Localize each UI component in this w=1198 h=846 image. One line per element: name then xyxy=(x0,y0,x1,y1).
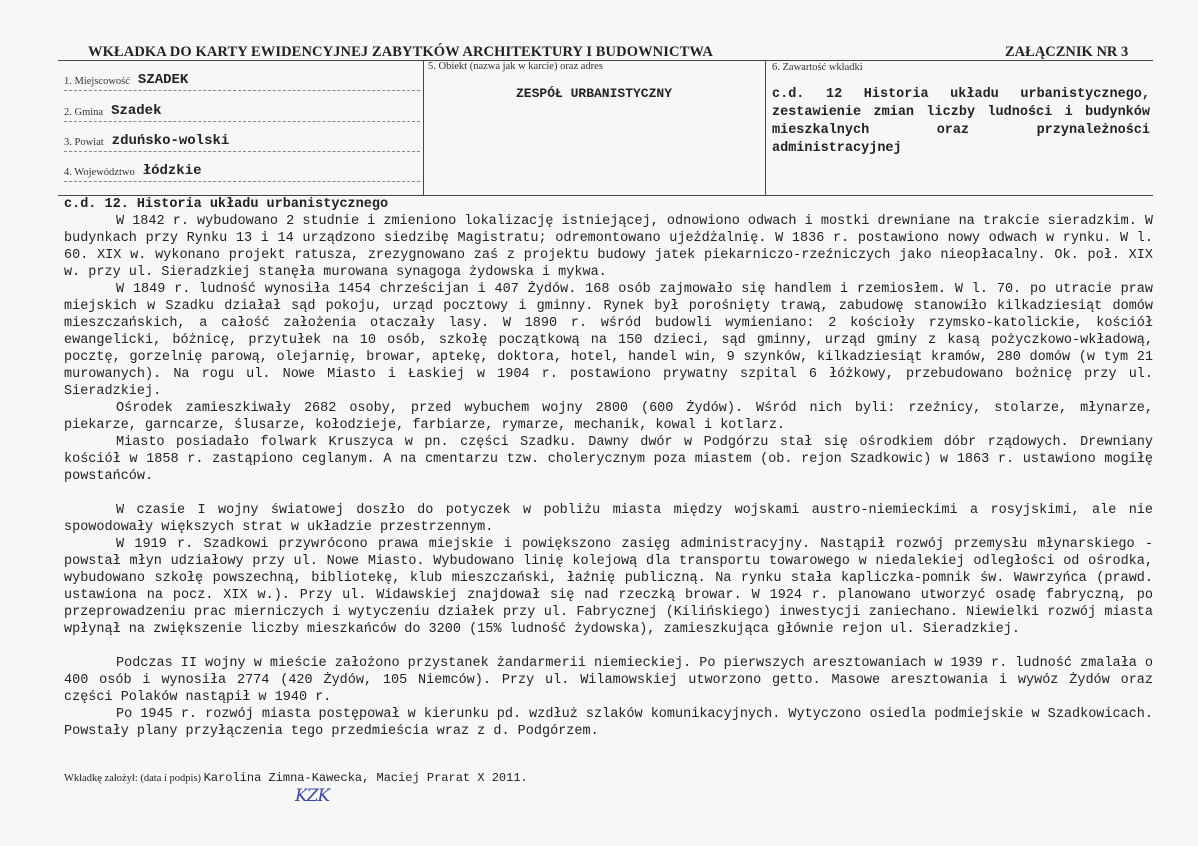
paragraph: W 1919 r. Szadkowi przywrócono prawa miejskie i powiększono zasięg administracyjny. Nastąpił rozwój przemysłu młynarskiego - powstał młyn udziałowy przy ul. Nowe Miasto. Wybudowano linię kolejową dla transportu towarowego w niedalekiej odległości od ośrodka, wybudowano szkołę powszechną, bibliotekę, klub mieszczański, łaźnię publiczną. Na rynku stała kapliczka-pomnik św. Wawrzyńca (prawd. ustawiona na pocz. XIX w.). Przy ul. Widawskiej znajdował się nad rzeczką browar. W 1924 r. planowano utworzyć osadę fabryczną, po przeprowadzeniu prac mierniczych i wytyczeniu działek przy ul. Fabrycznej (Kilińskiego) inwestycji zaniechano. Niewielki rozwój miasta wpłynął na zwiększenie liczby mieszkańców do 3200 (15% ludność żydowska), zamieszkująca głównie rejon ul. Sieradzkiej. xyxy=(64,537,1153,637)
field-county-value: zduńsko-wolski xyxy=(111,133,230,149)
field-voivodeship-label: 4. Województwo xyxy=(64,167,135,178)
section-heading: c.d. 12. Historia układu urbanistycznego xyxy=(64,197,389,212)
author-value: Karolina Zimna-Kawecka, Maciej Prarat X 2011. xyxy=(203,771,528,785)
document-title: WKŁADKA DO KARTY EWIDENCYJNEJ ZABYTKÓW ARCHITEKTURY I BUDOWNICTWA xyxy=(88,44,713,60)
column-divider-right xyxy=(765,61,766,195)
author-label: Wkładkę założył: (data i podpis) xyxy=(64,773,202,784)
top-rule-divider xyxy=(58,60,1153,61)
field-county xyxy=(64,129,420,152)
field-commune-value: Szadek xyxy=(111,103,162,119)
paragraph: W 1842 r. wybudowano 2 studnie i zmieniono lokalizację istniejącej, odnowiono odwach i mostki drewniane na trakcie sieradzkim. W budynkach przy Rynku 13 i 14 urządzono siedzibę Magistratu; odremontowano ujeżdżalnię. W 1836 r. postawiono nowy odwach w rynku. W l. 60. XIX w. wykonano projekt ratusza, zrezygnowano zaś z projektu budowy jatek piekarniczo-rzeźniczych jako nieopłacalny. Ok. poł. XIX w. przy ul. Sieradzkiej stanęła murowana synagoga żydowska i mykwa. xyxy=(64,214,1153,280)
field-voivodeship-value: łódzkie xyxy=(142,163,202,179)
field-locality-label: 1. Miejscowość xyxy=(64,76,130,87)
object-name: ZESPÓŁ URBANISTYCZNY xyxy=(515,86,673,101)
field-voivodeship xyxy=(64,159,420,182)
paragraph: W 1849 r. ludność wynosiła 1454 chrześcijan i 407 Żydów. 168 osób zajmowało się handlem i rzemiosłem. W l. 70. po utracie praw miejskich w Szadku działał sąd pokoju, urząd pocztowy i gminny. Rynek był porośnięty trawą, zabudowę stanowiło kilkadziesiąt domów mieszczańskich, a całość założenia otaczały lasy. W 1890 r. wśród budowli wymieniano: 2 kościoły rzymsko-katolickie, kościół ewangelicki, bóżnicę, przytułek na 10 osób, szkołę początkową na 150 dzieci, sąd gminny, urząd gminy z kasą pożyczkowo-wkładową, pocztę, gorzelnię parową, olejarnię, browar, aptekę, doktora, hotel, handel win, 9 szynków, kilkadziesiąt kramów, 280 domów (w tym 21 murowanych). Na rogu ul. Nowe Miasto i Łaskiej w 1904 r. postawiono prywatny szpital 6 łóżkowy, przebudowano bożnicę przy ul. Sieradzkiej. xyxy=(64,282,1153,399)
annex-number: ZAŁĄCZNIK NR 3 xyxy=(1005,44,1129,60)
contents-label: 6. Zawartość wkładki xyxy=(772,62,863,73)
field-locality xyxy=(64,68,420,91)
field-locality-value: SZADEK xyxy=(137,72,189,88)
paragraph: Ośrodek zamieszkiwały 2682 osoby, przed wybuchem wojny 2800 (600 Żydów). Wśród nich byli: rzeźnicy, stolarze, młynarze, piekarze, garncarze, ślusarze, kołodzieje, farbiarze, rymarze, mechanik, kowal i kotlarz. xyxy=(64,401,1153,433)
object-label: 5. Obiekt (nazwa jak w karcie) oraz adres xyxy=(428,61,603,72)
paragraph: Po 1945 r. rozwój miasta postępował w kierunku pd. wzdłuż szlaków komunikacyjnych. Wytyczono osiedla podmiejskie w Szadkowicach. Powstały plany przyłączenia tego przedmieścia wraz z d. Podgórzem. xyxy=(64,707,1153,739)
handwritten-signature: KZK xyxy=(295,786,330,806)
author-footer xyxy=(64,771,964,785)
field-commune xyxy=(64,99,420,122)
paragraph: W czasie I wojny światowej doszło do potyczek w pobliżu miasta między wojskami austro-niemieckimi a rosyjskimi, ale nie spowodowały większych strat w układzie przestrzennym. xyxy=(64,503,1153,535)
contents-description: c.d. 12 Historia układu urbanistycznego, zestawienie zmian liczby ludności i budynków mieszkalnych oraz przynależności administracyjnej xyxy=(772,87,1150,156)
field-commune-label: 2. Gmina xyxy=(64,107,104,118)
paragraph: Podczas II wojny w mieście założono przystanek żandarmerii niemieckiej. Po pierwszych aresztowaniach w 1939 r. ludność zmalała o 400 osób i wynosiła 2774 (420 Żydów, 105 Niemców). Przy ul. Wilamowskiej utworzono getto. Masowe aresztowania i wywóz Żydów oraz części Polaków nastąpił w 1940 r. xyxy=(64,656,1153,705)
history-section xyxy=(64,196,1153,740)
column-divider-left xyxy=(423,61,424,195)
field-county-label: 3. Powiat xyxy=(64,137,104,148)
paragraph: Miasto posiadało folwark Kruszyca w pn. części Szadku. Dawny dwór w Podgórzu stał się ośrodkiem dóbr rządowych. Drewniany kościół w 1858 r. zastąpiono ceglanym. A na cmentarzu tzw. cholerycznym poza miastem (ob. rejon Szadkowic) w 1863 r. ustawiono mogiłę powstańców. xyxy=(64,435,1153,484)
